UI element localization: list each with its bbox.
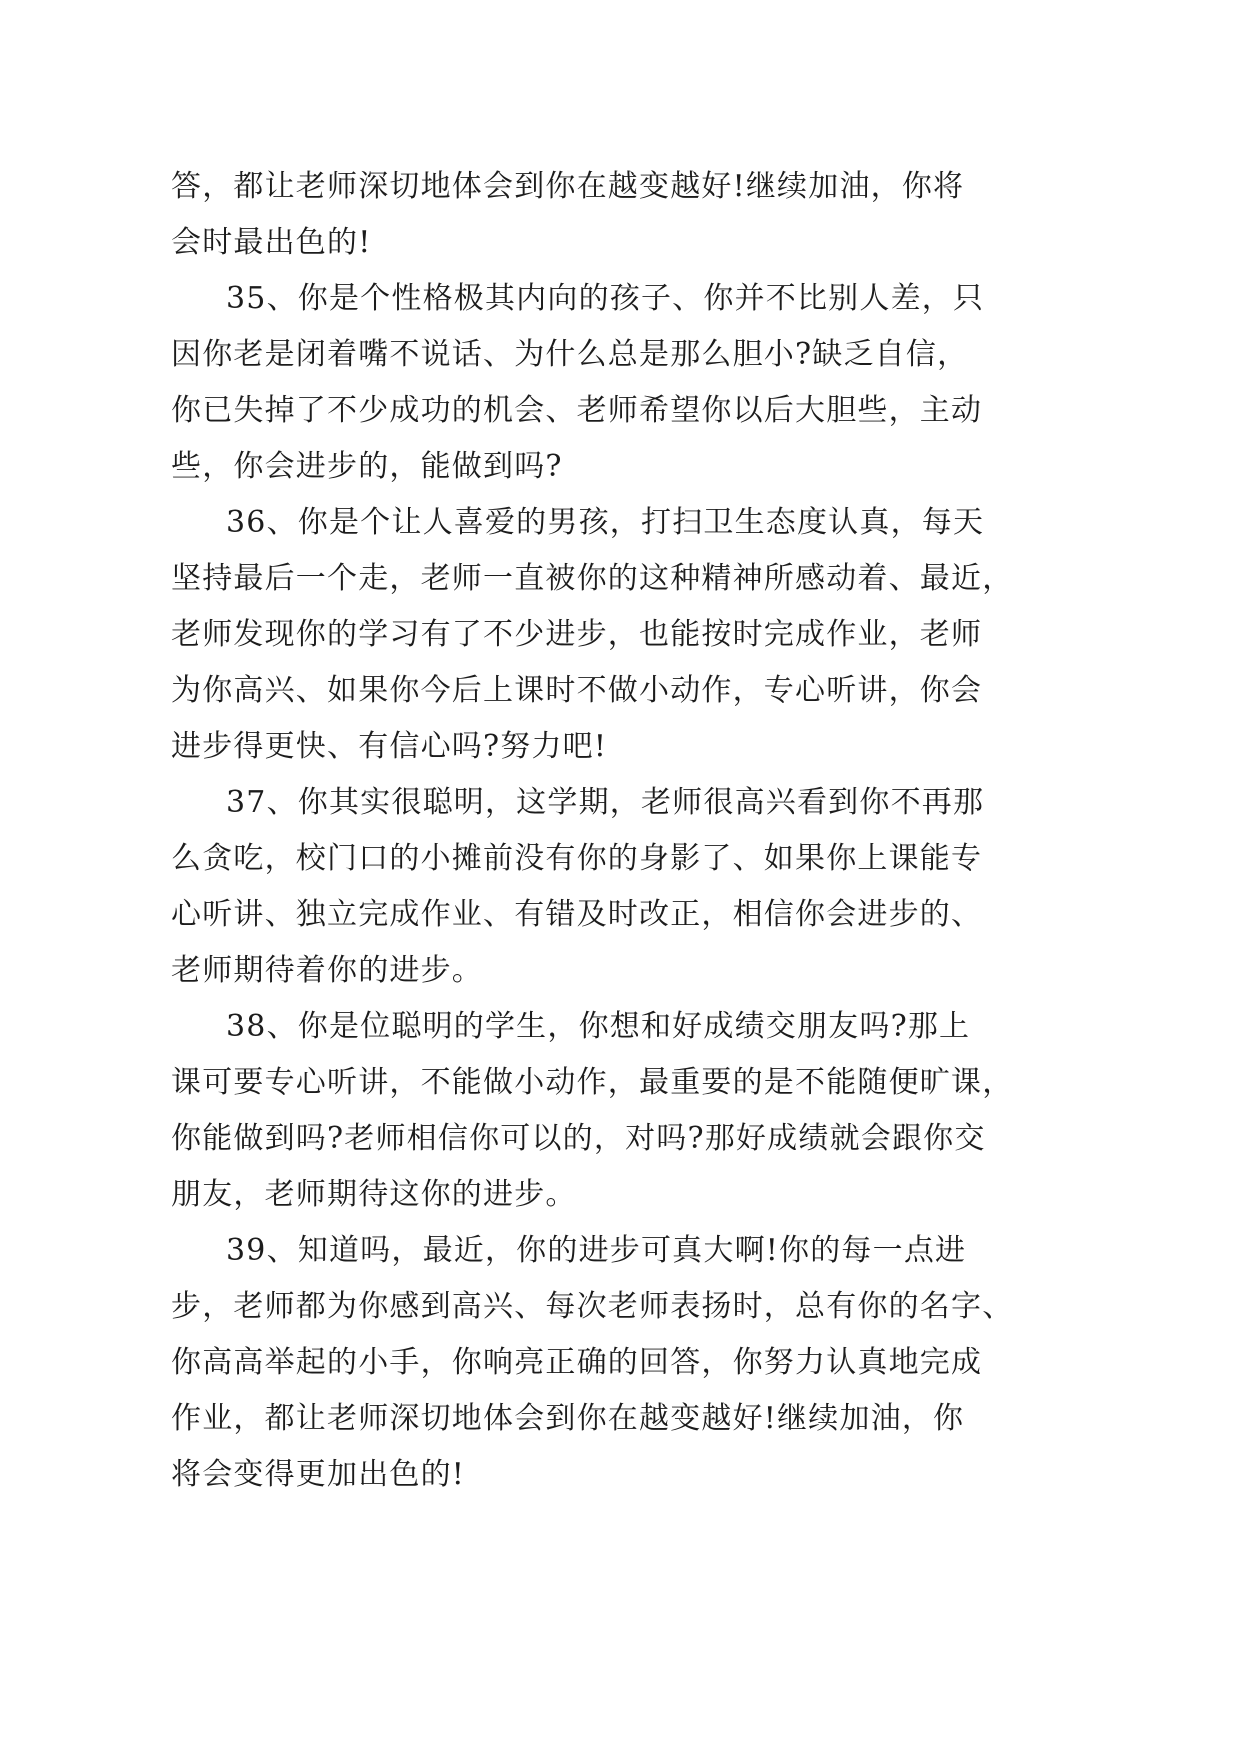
text-line: 进步得更快、有信心吗?努力吧! bbox=[171, 729, 608, 764]
text-line: 为你高兴、如果你今后上课时不做小动作，专心听讲，你会 bbox=[171, 673, 983, 708]
text-line: 作业，都让老师深切地体会到你在越变越好!继续加油，你 bbox=[171, 1401, 965, 1436]
text-line: 答，都让老师深切地体会到你在越变越好!继续加油，你将 bbox=[171, 169, 965, 204]
text-line: 坚持最后一个走，老师一直被你的这种精神所感动着、最近， bbox=[171, 561, 1014, 596]
text-line: 你已失掉了不少成功的机会、老师希望你以后大胆些，主动 bbox=[171, 393, 983, 428]
text-line: 心听讲、独立完成作业、有错及时改正，相信你会进步的、 bbox=[171, 897, 983, 932]
paragraph-39-start: 39、知道吗，最近，你的进步可真大啊!你的每一点进 bbox=[226, 1233, 967, 1268]
text-line: 老师期待着你的进步。 bbox=[171, 953, 483, 988]
text-line: 么贪吃，校门口的小摊前没有你的身影了、如果你上课能专 bbox=[171, 841, 983, 876]
paragraph-38-start: 38、你是位聪明的学生，你想和好成绩交朋友吗?那上 bbox=[226, 1009, 971, 1044]
text-line: 课可要专心听讲，不能做小动作，最重要的是不能随便旷课， bbox=[171, 1065, 1014, 1100]
text-line: 你高高举起的小手，你响亮正确的回答，你努力认真地完成 bbox=[171, 1345, 983, 1380]
text-line: 老师发现你的学习有了不少进步，也能按时完成作业，老师 bbox=[171, 617, 983, 652]
text-line: 会时最出色的! bbox=[171, 225, 372, 260]
text-line: 些，你会进步的，能做到吗? bbox=[171, 449, 563, 484]
text-line: 朋友，老师期待这你的进步。 bbox=[171, 1177, 577, 1212]
text-line: 步，老师都为你感到高兴、每次老师表扬时，总有你的名字、 bbox=[171, 1289, 1014, 1324]
paragraph-35-start: 35、你是个性格极其内向的孩子、你并不比别人差，只 bbox=[226, 281, 985, 316]
text-line: 因你老是闭着嘴不说话、为什么总是那么胆小?缺乏自信， bbox=[171, 337, 969, 372]
paragraph-36-start: 36、你是个让人喜爱的男孩，打扫卫生态度认真，每天 bbox=[226, 505, 985, 540]
text-line: 你能做到吗?老师相信你可以的，对吗?那好成绩就会跟你交 bbox=[171, 1121, 986, 1156]
paragraph-37-start: 37、你其实很聪明，这学期，老师很高兴看到你不再那 bbox=[226, 785, 985, 820]
text-line: 将会变得更加出色的! bbox=[171, 1457, 466, 1492]
